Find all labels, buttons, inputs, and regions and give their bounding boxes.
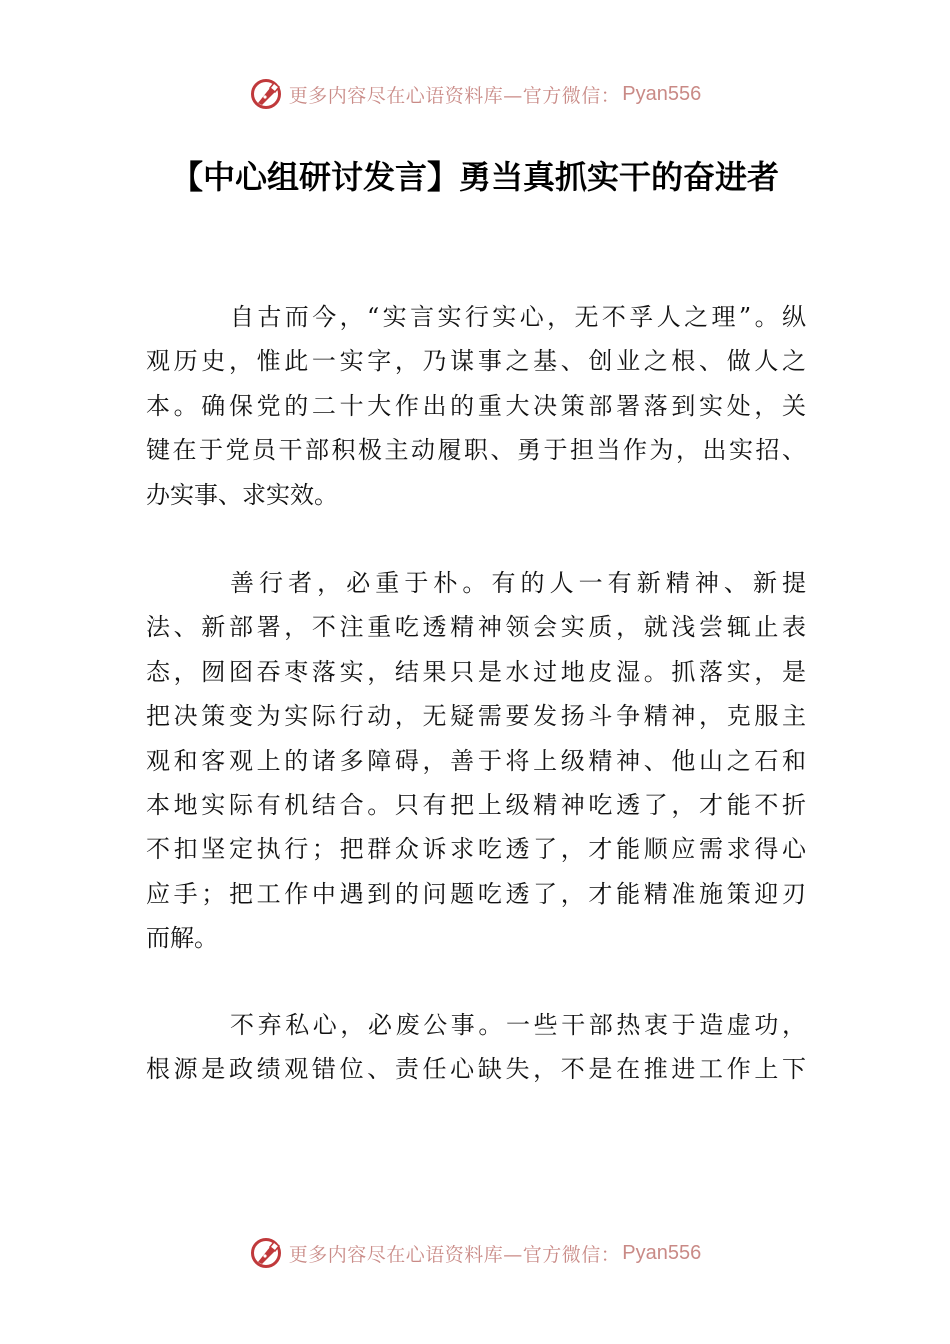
footer-wechat-id: Pyan556 [622, 1241, 702, 1264]
pen-nib-logo-icon [249, 1236, 283, 1270]
paragraph-line: 根源是政绩观错位、责任心缺失，不是在推进工作上下 [146, 1055, 806, 1084]
paragraph-line: 把决策变为实际行动，无疑需要发扬斗争精神，克服主 [146, 702, 806, 731]
paragraph-line: 而解。 [146, 924, 218, 953]
paragraph-3 [146, 1003, 806, 1092]
paragraph-line: 办实事、求实效。 [146, 480, 338, 509]
paragraph-line: 法、新部署，不注重吃透精神领会实质，就浅尝辄止表 [146, 613, 806, 642]
paragraph-line: 善行者，必重于朴。有的人一有新精神、新提 [230, 569, 806, 597]
paragraph-line: 不弃私心，必废公事。一些干部热衷于造虚功， [230, 1011, 806, 1039]
paragraph-line: 本地实际有机结合。只有把上级精神吃透了，才能不折 [146, 790, 806, 819]
paragraph-line: 应手；把工作中遇到的问题吃透了，才能精准施策迎刃 [146, 879, 806, 908]
paragraph-line: 态，囫囵吞枣落实，结果只是水过地皮湿。抓落实，是 [146, 657, 806, 686]
paragraph-2 [146, 561, 806, 961]
paragraph-line: 本。确保党的二十大作出的重大决策部署落到实处，关 [146, 391, 806, 420]
header-wechat-id: Pyan556 [622, 82, 702, 105]
paragraph-line: 不扣坚定执行；把群众诉求吃透了，才能顺应需求得心 [146, 835, 806, 864]
header-banner-text: 更多内容尽在心语资料库—官方微信： [288, 84, 621, 107]
paragraph-line: 观和客观上的诸多障碍，善于将上级精神、他山之石和 [146, 746, 806, 775]
paragraph-line: 观历史，惟此一实字，乃谋事之基、创业之根、做人之 [146, 347, 806, 376]
pen-nib-logo-icon [249, 77, 283, 111]
header-watermark-banner [0, 72, 950, 116]
footer-banner-text: 更多内容尽在心语资料库—官方微信： [288, 1243, 621, 1266]
paragraph-line: 自古而今，“实言实行实心，无不孚人之理”。纵 [230, 303, 806, 331]
footer-watermark-banner [0, 1231, 950, 1275]
paragraph-1 [146, 295, 806, 517]
paragraph-line: 键在于党员干部积极主动履职、勇于担当作为，出实招、 [146, 436, 806, 465]
document-title: 【中心组研讨发言】勇当真抓实干的奋进者 [170, 158, 779, 196]
